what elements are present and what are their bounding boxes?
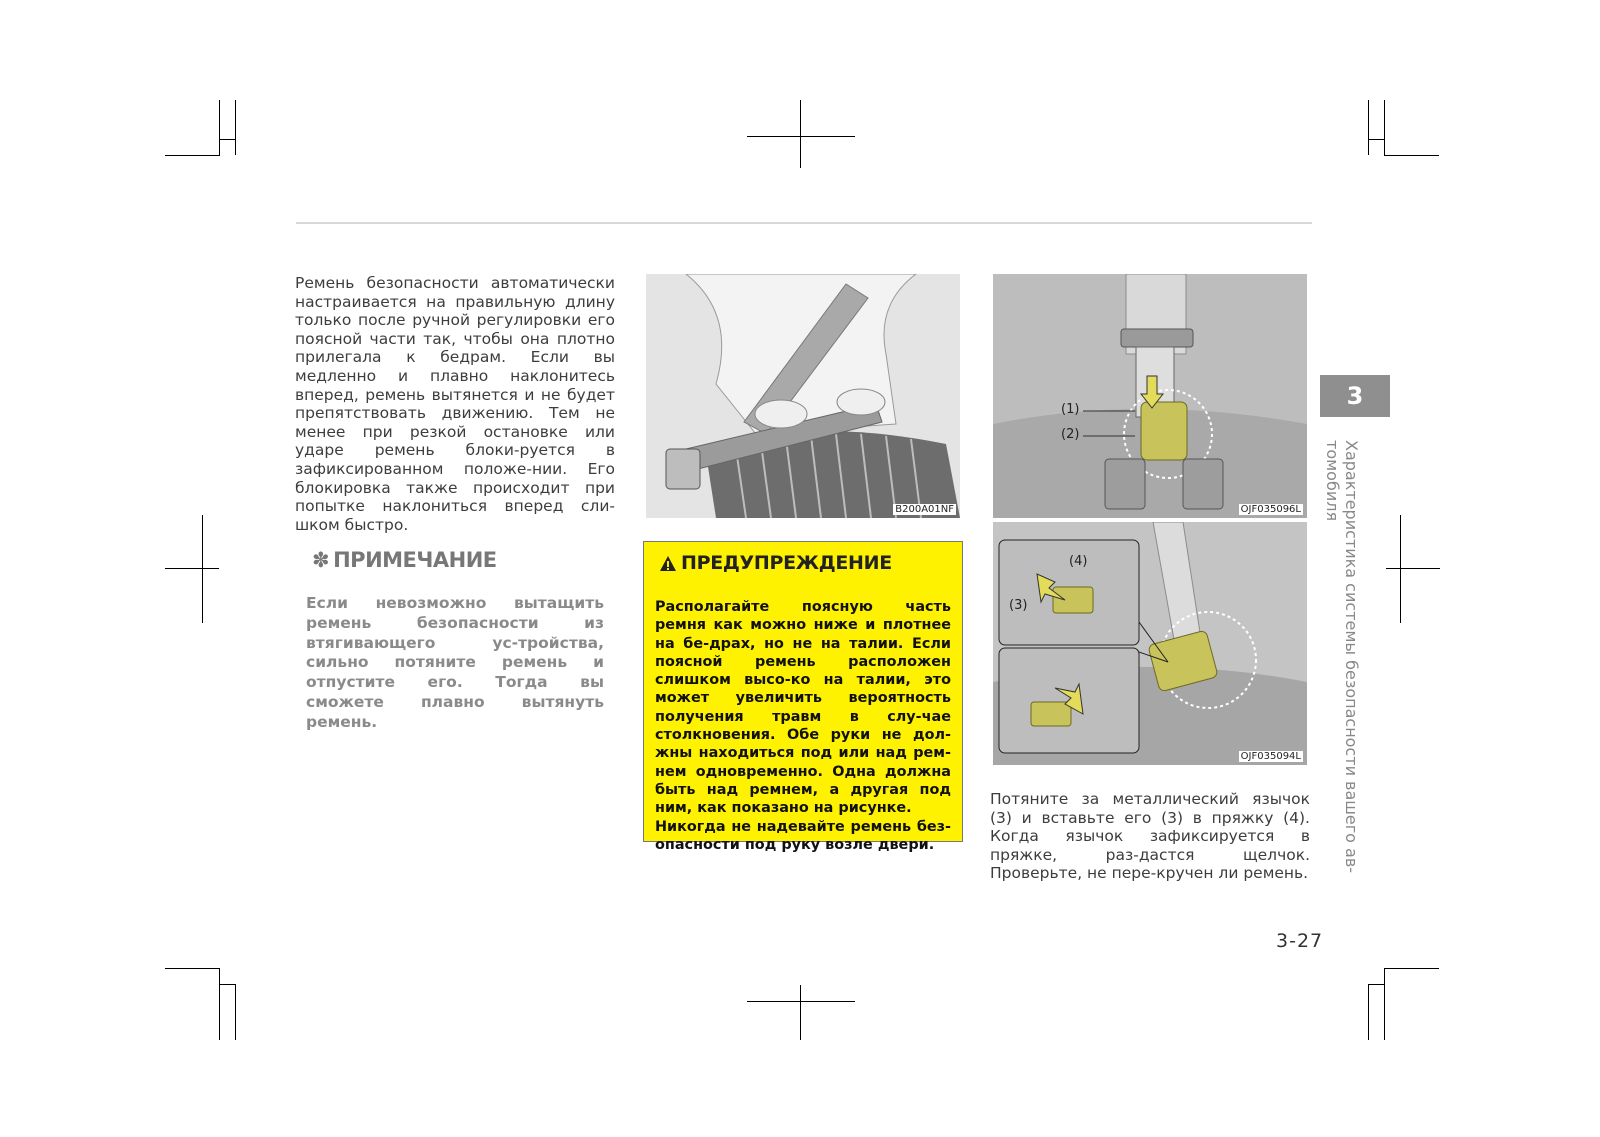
chapter-number: 3 bbox=[1346, 382, 1364, 410]
note-title: ПРИМЕЧАНИЕ bbox=[333, 548, 497, 572]
warning-box bbox=[643, 541, 963, 853]
warning-heading bbox=[659, 552, 892, 574]
lap-belt-illustration bbox=[646, 274, 960, 518]
note-heading bbox=[312, 548, 497, 572]
tongue-buckle-illustration bbox=[993, 522, 1307, 765]
label-1: (1) bbox=[1061, 402, 1080, 417]
figure-code: B200A01NF bbox=[895, 504, 954, 515]
chapter-title-vertical: Характеристика системы безопасности вашего ав-томобиля bbox=[1323, 440, 1361, 874]
page-number: 3-27 bbox=[1276, 930, 1324, 952]
figure-lap-belt bbox=[646, 274, 960, 518]
label-2: (2) bbox=[1061, 427, 1080, 442]
warning-paragraph-2: Никогда не надевайте ремень без-опасности под руку возле двери. bbox=[655, 818, 951, 853]
figure-tongue-buckle bbox=[993, 522, 1307, 765]
figure-code: OJF035096L bbox=[1240, 504, 1301, 515]
warning-paragraph-1: Располагайте поясную часть ремня как можно ниже и плотнее на бе-драх, но не на талии. Если поясной ремень расположен слишком высо-ко на талии, это может увеличить вероятность получения травм в слу-чае столкновения. Обе руки не дол-жны находиться под или над рем-нем одновременно. Одна должна быть над ремнем, а другая под ним, как показано на рисунке. bbox=[655, 599, 951, 817]
seatbelt-adjust-paragraph: Ремень безопасности автоматически настраивается на правильную длину только после ручной регулировки его поясной части так, чтобы она плотно прилегала к бедрам. Если вы медленно и плавно наклонитесь вперед, ремень вытянется и не будет препятствовать движению. Тем не менее при резкой остановке или ударе ремень блоки-руется в зафиксированном положе-нии. Его блокировка также происходит при попытке наклониться вперед сли-шком быстро. bbox=[295, 274, 615, 534]
warning-triangle-icon bbox=[659, 555, 677, 572]
header-rule bbox=[296, 222, 1312, 224]
label-4: (4) bbox=[1069, 554, 1088, 569]
note-star-icon: ✽ bbox=[312, 548, 330, 572]
note-text: Если невозможно вытащить ремень безопасности из втягивающего ус-тройства, сильно потяните ремень и отпустите его. Тогда вы сможете плавно вытянуть ремень. bbox=[306, 594, 604, 731]
label-3: (3) bbox=[1009, 598, 1028, 613]
warning-title: ПРЕДУПРЕЖДЕНИЕ bbox=[681, 552, 892, 574]
buckle-illustration bbox=[993, 274, 1307, 518]
warning-text bbox=[655, 598, 951, 854]
figure-buckle-insert bbox=[993, 274, 1307, 518]
insert-tongue-paragraph: Потяните за металлический язычок (3) и вставьте его (3) в пряжку (4). Когда язычок зафиксируется в пряжке, раз-дастся щелчок. Проверьте, не пере-кручен ли ремень. bbox=[990, 790, 1310, 883]
figure-code: OJF035094L bbox=[1240, 751, 1301, 762]
